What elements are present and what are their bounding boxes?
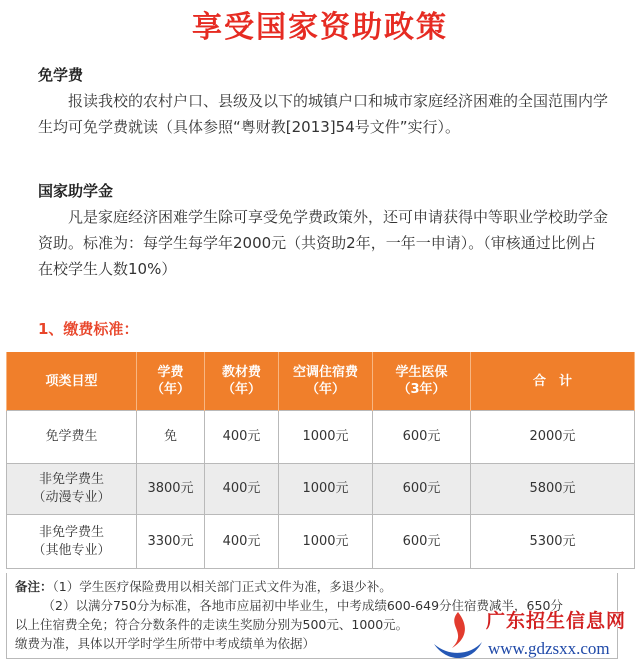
cell-textbook: 400元 [205,515,279,569]
cell-type: 免学费生 [7,411,137,464]
cell-type: 非免学费生 （其他专业） [7,515,137,569]
header-dorm: 空调住宿费 （年） [279,352,373,411]
notes-line-2: （2）以满分750分为标准，各地市应届初中毕业生，中考成绩600-649分住宿费减半，650分 [42,598,563,613]
notes-line-1: 备注：（1）学生医疗保险费用以相关部门正式文件为准，多退少补。 [15,579,392,594]
cell-dorm: 1000元 [279,464,373,515]
flame-swoosh-logo-icon [428,608,484,664]
site-watermark [428,604,628,664]
fee-standard-heading: 1、缴费标准： [38,320,139,338]
cell-insurance: 600元 [373,464,471,515]
section-heading-tuition-free: 免学费 [38,66,84,84]
cell-dorm: 1000元 [279,515,373,569]
notes-label: 备注： [15,579,53,594]
cell-total: 2000元 [471,411,635,464]
header-insurance: 学生医保 （3年） [373,352,471,411]
cell-tuition: 3300元 [137,515,205,569]
cell-tuition: 3800元 [137,464,205,515]
cell-total: 5300元 [471,515,635,569]
header-textbook: 教材费 （年） [205,352,279,411]
page-title: 享受国家资助政策 [192,10,448,45]
cell-dorm: 1000元 [279,411,373,464]
watermark-url: www.gdzsxx.com [488,639,610,658]
cell-total: 5800元 [471,464,635,515]
table-row [7,515,635,569]
header-item-type: 项类目型 [7,352,137,411]
cell-insurance: 600元 [373,515,471,569]
fee-table [6,352,635,569]
notes-line-3: 以上住宿费全免；符合分数条件的走读生奖励分别为500元、1000元。 [15,617,409,632]
table-row [7,464,635,515]
cell-tuition: 免 [137,411,205,464]
section-heading-national-grant: 国家助学金 [38,182,114,200]
section-body-tuition-free: 报读我校的农村户口、县级及以下的城镇户口和城市家庭经济困难的全国范围内学生均可免学费就读（具体参照“粤财教[2013]54号文件”实行）。 [38,92,609,136]
notes-line-4: 缴费为准，具体以开学时学生所带中考成绩单为依据） [15,636,316,651]
cell-textbook: 400元 [205,464,279,515]
header-total: 合 计 [471,352,635,411]
cell-type: 非免学费生 （动漫专业） [7,464,137,515]
cell-textbook: 400元 [205,411,279,464]
section-body-national-grant: 凡是家庭经济困难学生除可享受免学费政策外，还可申请获得中等职业学校助学金资助。标准为：每学生每学年2000元（共资助2年，一年一申请）。（审核通过比例占在校学生人数10%） [38,208,609,278]
cell-insurance: 600元 [373,411,471,464]
table-row [7,411,635,464]
watermark-text: 广东招生信息网 [486,610,627,632]
header-tuition: 学费 （年） [137,352,205,411]
fee-table-header-row [7,352,635,411]
